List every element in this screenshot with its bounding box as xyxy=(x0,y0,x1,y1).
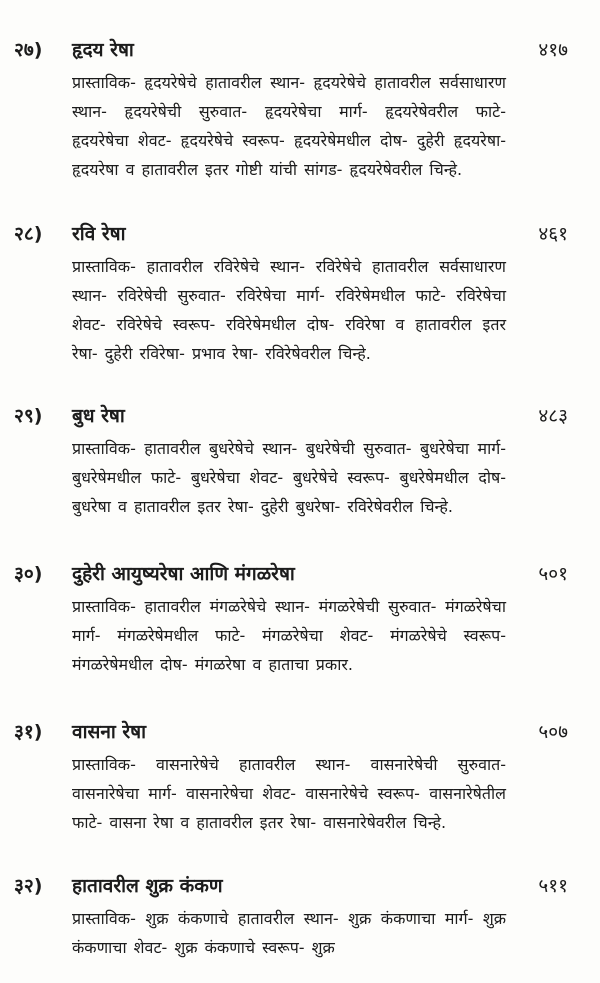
chapter-number: ३१) xyxy=(14,721,43,743)
chapter-page-number: ४८३ xyxy=(538,405,568,427)
chapter-title: वासना रेषा xyxy=(72,721,147,743)
chapter-page-number: ४१७ xyxy=(538,39,568,61)
chapter-number: ३०) xyxy=(14,563,43,585)
chapter-page-number: ५११ xyxy=(538,875,568,897)
chapter-number: २७) xyxy=(14,39,43,61)
chapter-description: प्रास्ताविक- हृदयरेषेचे हातावरील स्थान- हृदयरेषेचे हातावरील सर्वसाधारण स्थान- हृदयरेषेची सुरुवात- हृदयरेषेचा मार्ग- हृदयरेषेवरील फाटे- हृदयरेषेचा शेवट- हृदयरेषेचे स्वरूप- हृदयरेषेमधील दोष- दुहेरी हृदयरेषा- हृदयरेषा व हातावरील इतर गोष्टी यांची सांगड- हृदयरेषेवरील चिन्हे. xyxy=(72,73,506,179)
chapter-title: हातावरील शुक्र कंकण xyxy=(72,875,223,897)
chapter-description: प्रास्ताविक- हातावरील मंगळरेषेचे स्थान- मंगळरेषेची सुरुवात- मंगळरेषेचा मार्ग- मंगळरेषेमधील फाटे- मंगळरेषेचा शेवट- मंगळरेषेचे स्वरूप- मंगळरेषेमधील दोष- मंगळरेषा व हाताचा प्रकार. xyxy=(72,597,506,674)
chapter-title: बुध रेषा xyxy=(72,405,125,427)
chapter-description: प्रास्ताविक- हातावरील रविरेषेचे स्थान- रविरेषेचे हातावरील सर्वसाधारण स्थान- रविरेषेची सुरुवात- रविरेषेचा मार्ग- रविरेषेमधील फाटे- रविरेषेचा शेवट- रविरेषेचे स्वरूप- रविरेषेमधील दोष- रविरेषा व हातावरील इतर रेषा- दुहेरी रविरेषा- प्रभाव रेषा- रविरेषेवरील चिन्हे. xyxy=(72,257,506,363)
chapter-description: प्रास्ताविक- वासनारेषेचे हातावरील स्थान- वासनारेषेची सुरुवात- वासनारेषेचा मार्ग- वासनारेषेचा शेवट- वासनारेषेचे स्वरूप- वासनारेषेतील फाटे- वासना रेषा व हातावरील इतर रेषा- वासनारेषेवरील चिन्हे. xyxy=(72,755,506,832)
chapter-title: हृदय रेषा xyxy=(72,39,134,61)
chapter-description: प्रास्ताविक- हातावरील बुधरेषेचे स्थान- बुधरेषेची सुरुवात- बुधरेषेचा मार्ग- बुधरेषेमधील फाटे- बुधरेषेचा शेवट- बुधरेषेचे स्वरूप- बुधरेषेमधील दोष- बुधरेषा व हातावरील इतर रेषा- दुहेरी बुधरेषा- रविरेषेवरील चिन्हे. xyxy=(72,439,506,516)
chapter-page-number: ५०१ xyxy=(538,563,568,585)
chapter-number: २९) xyxy=(14,405,43,427)
chapter-title: दुहेरी आयुष्यरेषा आणि मंगळरेषा xyxy=(72,563,295,585)
chapter-number: २८) xyxy=(14,223,43,245)
chapter-description: प्रास्ताविक- शुक्र कंकणाचे हातावरील स्थान- शुक्र कंकणाचा मार्ग- शुक्र कंकणाचा शेवट- शुक्र कंकणाचे स्वरूप- शुक्र xyxy=(72,909,506,957)
chapter-title: रवि रेषा xyxy=(72,223,126,245)
chapter-page-number: ५०७ xyxy=(538,721,568,743)
chapter-number: ३२) xyxy=(14,875,43,897)
chapter-page-number: ४६१ xyxy=(538,223,568,245)
